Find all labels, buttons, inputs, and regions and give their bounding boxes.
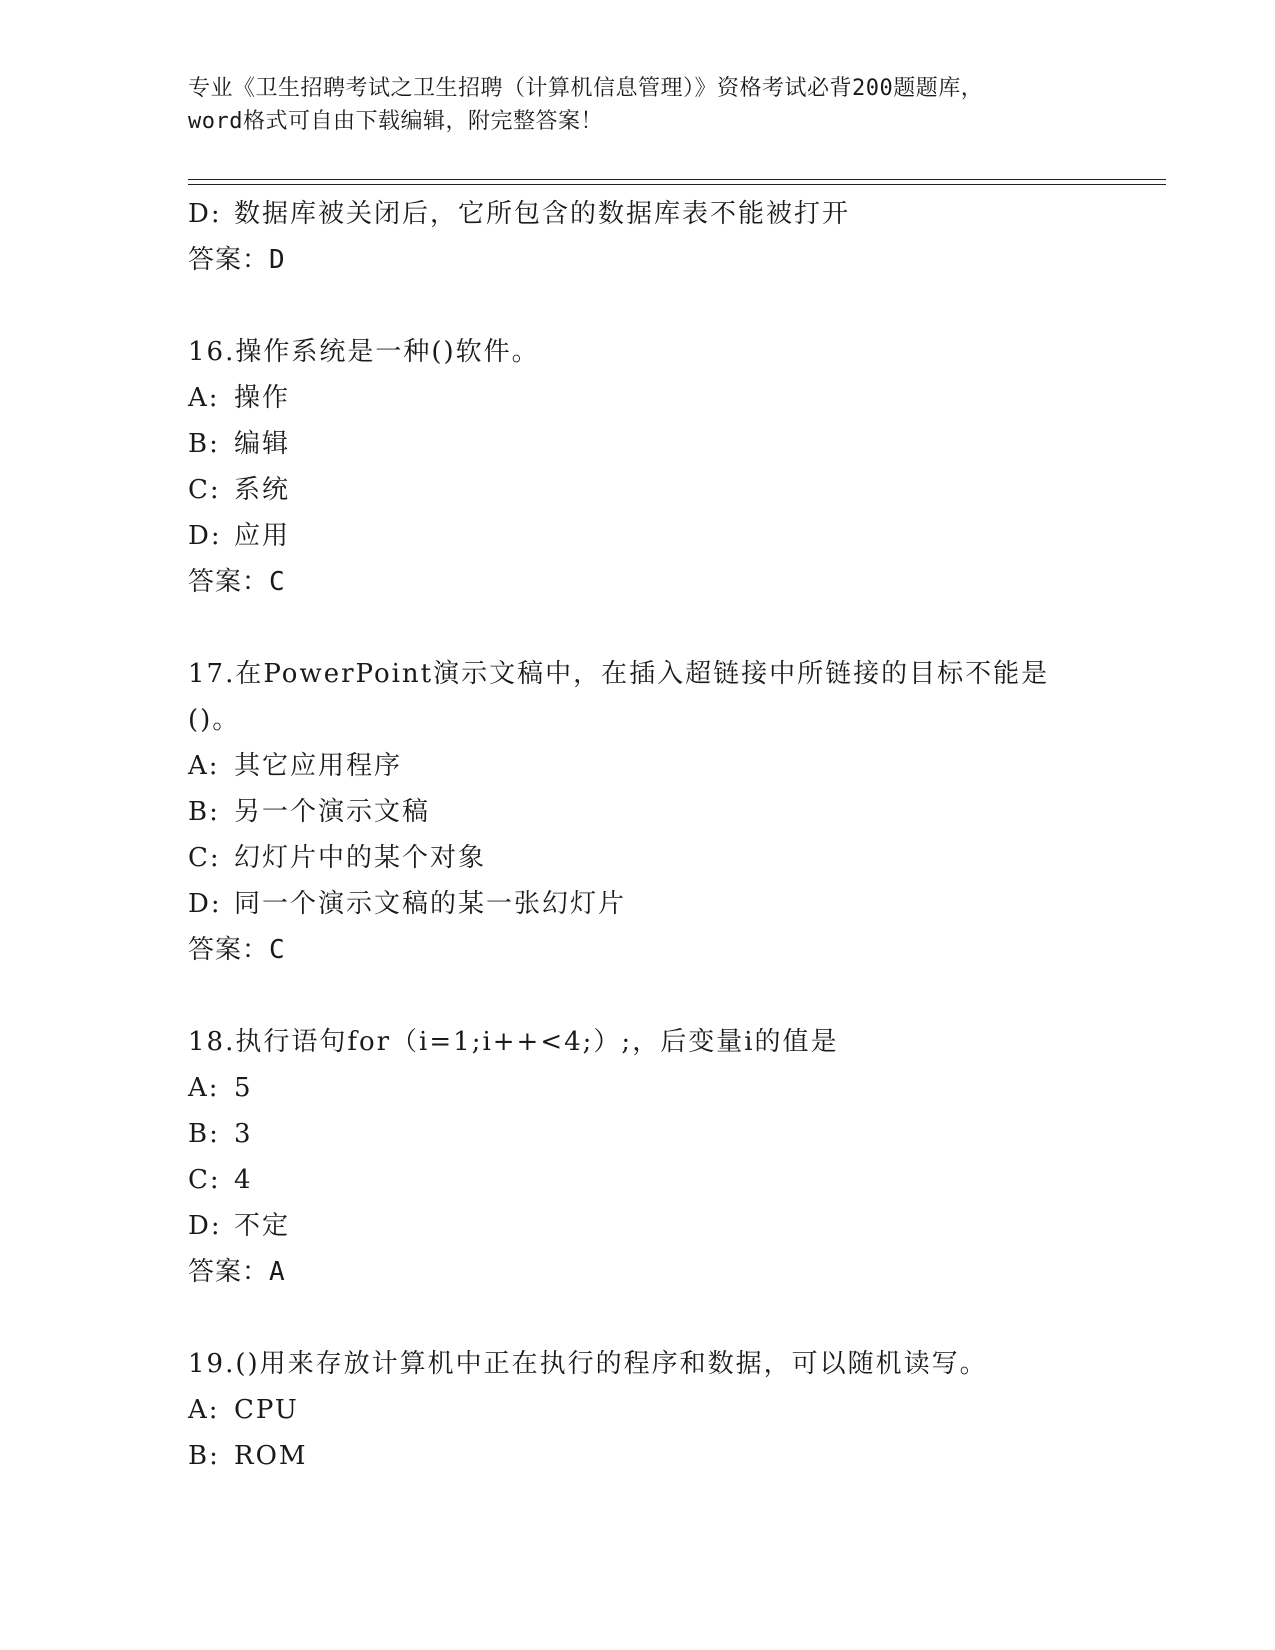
option-label: B:: [188, 1119, 220, 1149]
option-text: 数据库被关闭后，它所包含的数据库表不能被打开: [234, 199, 851, 229]
option-a: [188, 1387, 1168, 1433]
answer-line: [188, 1249, 1168, 1295]
answer-line: [188, 237, 1168, 283]
option-text: 应用: [234, 521, 291, 551]
spacer: [188, 283, 1168, 329]
answer-label: 答案：: [188, 245, 270, 275]
option-label: B:: [188, 1441, 220, 1471]
header-divider-bottom: [188, 184, 1166, 185]
option-text: 另一个演示文稿: [234, 797, 431, 827]
option-d: [188, 513, 1168, 559]
answer-value: A: [269, 1257, 286, 1287]
question-stem: 19.()用来存放计算机中正在执行的程序和数据，可以随机读写。: [188, 1349, 988, 1379]
answer-line: [188, 927, 1168, 973]
option-a: [188, 375, 1168, 421]
option-label: A:: [188, 383, 220, 413]
option-label: B:: [188, 429, 220, 459]
question-stem: 16.操作系统是一种()软件。: [188, 337, 540, 367]
header-title-line1: 专业《卫生招聘考试之卫生招聘（计算机信息管理）》资格考试必背200题题库，: [188, 76, 984, 101]
option-text: 4: [234, 1165, 253, 1195]
option-text: 不定: [234, 1211, 291, 1241]
answer-value: D: [269, 245, 286, 275]
header-divider-top: [188, 179, 1166, 180]
answer-line: [188, 559, 1168, 605]
option-text: 其它应用程序: [234, 751, 403, 781]
option-a: [188, 743, 1168, 789]
option-c: [188, 1157, 1168, 1203]
option-b: [188, 789, 1168, 835]
document-header: [188, 72, 1088, 138]
header-title-line2: word格式可自由下载编辑，附完整答案！: [188, 109, 603, 134]
option-c: [188, 835, 1168, 881]
option-label: A:: [188, 1073, 220, 1103]
question-stem: 17.在PowerPoint演示文稿中，在插入超链接中所链接的目标不能是: [188, 659, 1050, 689]
option-a: [188, 1065, 1168, 1111]
spacer: [188, 605, 1168, 651]
answer-value: C: [269, 567, 286, 597]
question-stem: 18.执行语句for（i=1;i++<4;）;，后变量i的值是: [188, 1027, 839, 1057]
option-label: D:: [188, 199, 222, 229]
spacer: [188, 1295, 1168, 1341]
option-label: D:: [188, 1211, 222, 1241]
option-c: [188, 467, 1168, 513]
option-label: C:: [188, 1165, 221, 1195]
answer-label: 答案：: [188, 935, 270, 965]
option-b: [188, 421, 1168, 467]
option-label: D:: [188, 521, 222, 551]
option-b: [188, 1433, 1168, 1479]
spacer: [188, 973, 1168, 1019]
option-text: 系统: [234, 475, 291, 505]
option-d: [188, 1203, 1168, 1249]
answer-label: 答案：: [188, 567, 270, 597]
option-d: [188, 881, 1168, 927]
option-label: C:: [188, 475, 221, 505]
option-text: ROM: [234, 1441, 308, 1471]
option-text: 幻灯片中的某个对象: [234, 843, 487, 873]
option-d: [188, 191, 1168, 237]
option-text: CPU: [234, 1395, 299, 1425]
answer-value: C: [269, 935, 286, 965]
question-list: [188, 191, 1168, 1479]
question-stem-continued: ()。: [188, 705, 241, 735]
answer-label: 答案：: [188, 1257, 270, 1287]
option-text: 操作: [234, 383, 291, 413]
option-label: C:: [188, 843, 221, 873]
option-label: A:: [188, 751, 220, 781]
option-text: 同一个演示文稿的某一张幻灯片: [234, 889, 627, 919]
option-label: A:: [188, 1395, 220, 1425]
option-text: 3: [234, 1119, 253, 1149]
option-label: B:: [188, 797, 220, 827]
option-text: 5: [234, 1073, 253, 1103]
option-label: D:: [188, 889, 222, 919]
option-text: 编辑: [234, 429, 291, 459]
option-b: [188, 1111, 1168, 1157]
